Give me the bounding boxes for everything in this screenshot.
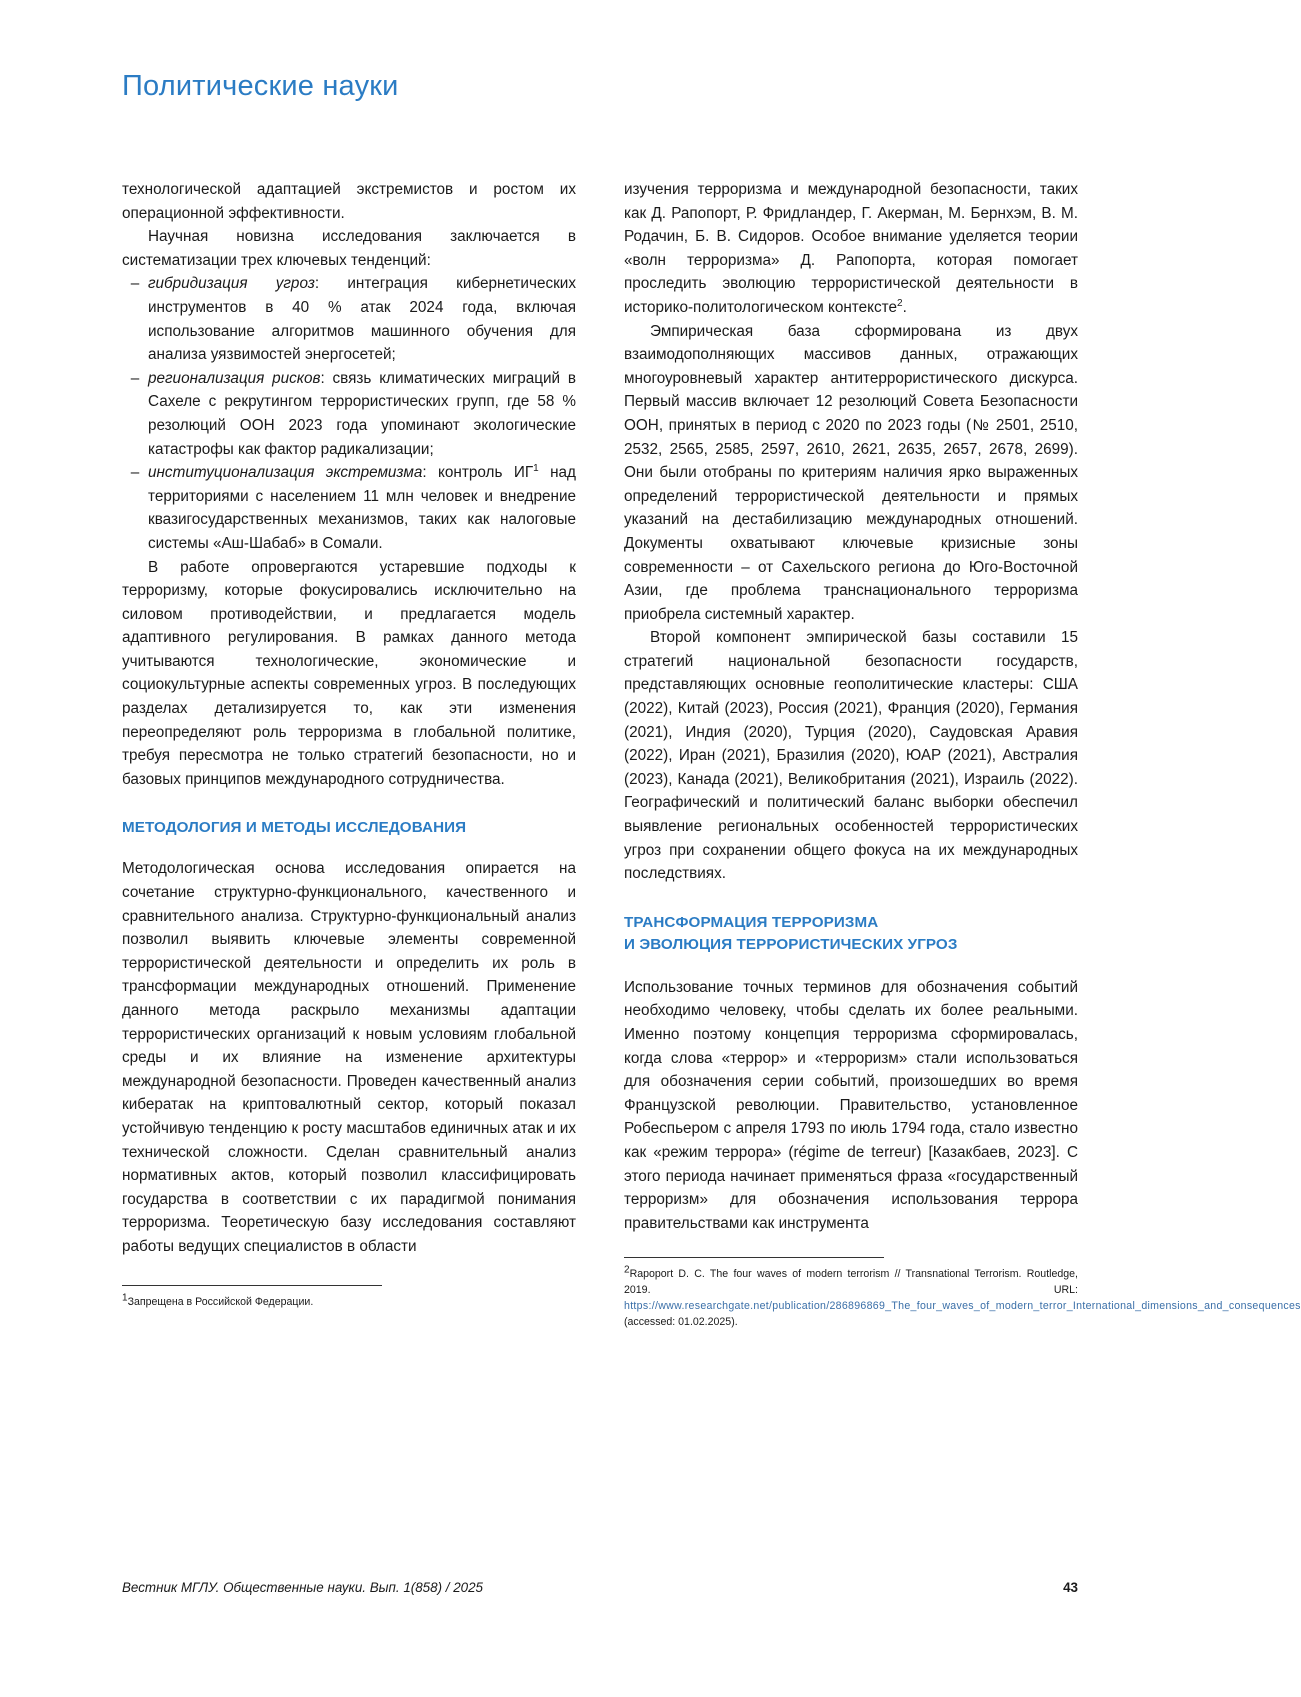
list-item-body: : связь климатических миграций в Сахеле с рекрутингом террористических групп, где 58 % резолюций ООН 2023 года упоминают экологические катастрофы как фактор радикализации;: [148, 369, 576, 458]
footnote-divider: [624, 1257, 884, 1258]
list-item-body: : контроль ИГ: [422, 464, 534, 482]
list-item-body: : интеграция кибернетических инструментов в 40 % атак 2024 года, включая использование алгоритмов машинного обучения для анализа уязвимостей энергосетей;: [148, 275, 576, 364]
footnote-2-text-before: Rapoport D. C. The four waves of modern terrorism // Transnational Terrorism. Routledge, 2019. URL:: [624, 1268, 1078, 1297]
footnote-1-text: Запрещена в Российской Федерации.: [127, 1295, 314, 1308]
list-item: [122, 367, 576, 461]
left-paragraph-4: Методологическая основа исследования опирается на сочетание структурно-функционального, качественного и сравнительного анализа. Структурно-функциональный анализ позволил выявить ключевые элементы современной террористической деятельности и определить их роль в трансформации международных отношений. Применение данного метода раскрыло механизмы адаптации террористических организаций к новым условиям глобальной среды и их влияние на изменение архитектуры международной безопасности. Проведен качественный анализ кибератак на криптовалютный сектор, который показал устойчивую тенденцию к росту масштабов единичных атак и их технической сложности. Сделан сравнительный анализ нормативных актов, который позволил классифицировать государства в соответствии с их парадигмой понимания терроризма. Теоретическую базу исследования составляют работы ведущих специалистов в области: [122, 860, 576, 1255]
footnote-2-url[interactable]: https://www.researchgate.net/publication/286896869_The_four_waves_of_modern_terror_International_dimensions_and_consequences: [624, 1300, 1301, 1313]
list-item: [122, 461, 576, 555]
right-paragraph-1: [624, 178, 1078, 320]
list-item-body-after: над территориями с населением 11 млн человек и внедрение квазигосударственных механизмов, таких как налоговые системы «Аш-Шабаб» в Сомали.: [148, 464, 576, 552]
footnote-marker-1: 1: [533, 463, 539, 475]
page-footer: [122, 1580, 1078, 1595]
two-column-body: [122, 178, 1301, 1330]
footnote-1: [122, 1294, 576, 1310]
right-paragraph-2: Эмпирическая база сформирована из двух взаимодополняющих массивов данных, отражающих многоуровневый характер антитеррористического дискурса. Первый массив включает 12 резолюций Совета Безопасности ООН, принятых в период с 2020 по 2023 годы (№ 2501, 2510, 2532, 2565, 2585, 2597, 2610, 2621, 2635, 2657, 2678, 2699). Они были отобраны по критериям наличия ярко выраженных определений террористической деятельности и прямых указаний на дестабилизацию международных отношений. Документы охватывают ключевые кризисные зоны современности – от Сахельского региона до Юго-Восточной Азии, где проблема транснационального терроризма приобрела системный характер.: [624, 322, 1078, 623]
section-heading-line-1: ТРАНСФОРМАЦИЯ ТЕРРОРИЗМА: [624, 913, 879, 931]
right-column: [624, 178, 1301, 1330]
left-paragraph-2: Научная новизна исследования заключается в систематизации трех ключевых тенденций:: [122, 228, 576, 269]
left-paragraph-3: В работе опровергаются устаревшие подходы к терроризму, которые фокусировались исключительно на силовом противодействии, и предлагается модель адаптивного регулирования. В рамках данного метода учитываются технологические, экономические и социокультурные аспекты современных угроз. В последующих разделах детализируется то, как эти изменения переопределяют роль терроризма в глобальной политике, требуя пересмотра не только стратегий безопасности, но и базовых принципов международного сотрудничества.: [122, 558, 576, 788]
list-dash: –: [130, 464, 140, 482]
right-paragraph-1-end: .: [902, 298, 907, 316]
footnote-divider: [122, 1285, 382, 1286]
right-paragraph-1-text: изучения терроризма и международной безопасности, таких как Д. Рапопорт, Р. Фридландер, Г. Акерман, М. Бернхэм, В. М. Родачин, Б. В. Сидоров. Особое внимание уделяется теории «волн терроризма» Д. Рапопорта, которая помогает проследить эволюцию террористической деятельности в историко-политологическом контексте: [624, 181, 1078, 316]
section-heading-methodology: МЕТОДОЛОГИЯ И МЕТОДЫ ИССЛЕДОВАНИЯ: [122, 819, 467, 837]
left-paragraph-1: технологической адаптацией экстремистов и ростом их операционной эффективности.: [122, 181, 576, 222]
list-item-text: [148, 367, 576, 461]
section-heading-transformation: [624, 912, 1078, 956]
footnote-number-2: 2: [624, 1264, 630, 1276]
right-paragraph-4: Использование точных терминов для обозначения событий необходимо человеку, чтобы сделать их более реальными. Именно поэтому концепция терроризма сформировалась, когда слова «террор» и «терроризм» стали использоваться для обозначения серии событий, произошедших во время Французской революции. Правительство, установленное Робеспьером с апреля 1793 по июль 1794 года, стало известно как «режим террора» (régime de terreur) [Казакбаев, 2023]. С этого периода начинает применяться фраза «государственный терроризм» для обозначения использования террора правительствами как инструмента: [624, 978, 1078, 1232]
left-footnote-block: [122, 1285, 576, 1310]
right-paragraph-3: Второй компонент эмпирической базы составили 15 стратегий национальной безопасности государств, представляющих основные геополитические кластеры: США (2022), Китай (2023), Россия (2021), Франция (2020), Германия (2021), Индия (2020), Турция (2020), Саудовская Аравия (2022), Иран (2021), Бразилия (2020), ЮАР (2021), Австралия (2023), Канада (2021), Великобритания (2021), Израиль (2022). Географический и политический баланс выборки обеспечил выявление региональных особенностей террористических угроз при сохранении общего фокуса на их международных последствиях.: [624, 629, 1078, 883]
list-item-text: [148, 461, 576, 555]
list-item: [122, 272, 576, 366]
section-heading-line-2: И ЭВОЛЮЦИЯ ТЕРРОРИСТИЧЕСКИХ УГРОЗ: [624, 935, 958, 953]
footnote-marker-2: 2: [897, 297, 903, 309]
list-item-italic-lead: гибридизация угроз: [148, 275, 315, 293]
list-dash: –: [130, 369, 140, 387]
page-header-title: Политические науки: [122, 70, 399, 102]
list-item-italic-lead: регионализация рисков: [148, 369, 321, 387]
left-column: [122, 178, 576, 1330]
list-item-text: [148, 272, 576, 366]
list-item-italic-lead: институционализация экстремизма: [148, 464, 423, 482]
key-trends-list: [122, 272, 576, 555]
page-number: 43: [1063, 1580, 1078, 1595]
footnote-number-1: 1: [122, 1292, 128, 1303]
list-dash: –: [130, 275, 140, 293]
right-footnote-block: [624, 1257, 1301, 1330]
footnote-2: [624, 1264, 1301, 1330]
footnote-2-text-after: (accessed: 01.02.2025).: [624, 1316, 738, 1329]
journal-reference: Вестник МГЛУ. Общественные науки. Вып. 1(858) / 2025: [122, 1580, 483, 1595]
